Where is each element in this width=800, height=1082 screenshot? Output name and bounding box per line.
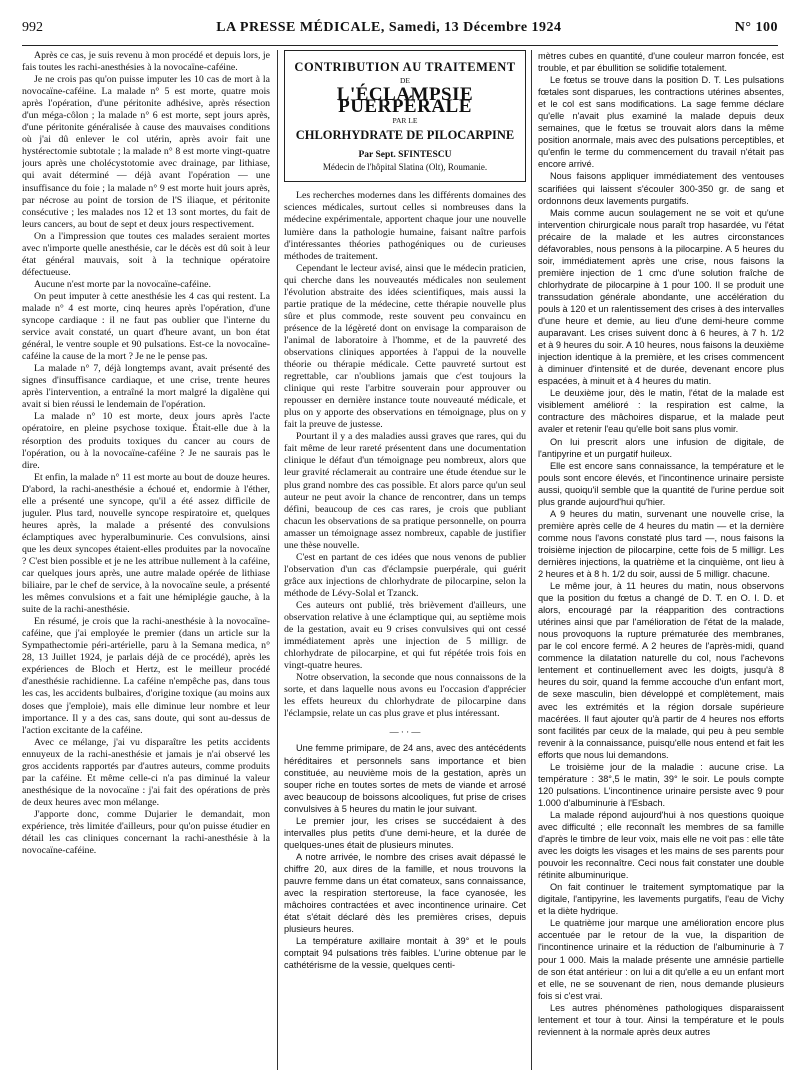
page-number: 992	[22, 20, 43, 35]
section-separator: — · · —	[389, 727, 421, 738]
column-right	[538, 50, 784, 1070]
paragraph: Les recherches modernes dans les différents domaines des sciences médicales, surtout celles si nombreuses dans la médecine expérimentale, apportent chaque jour une nouvelle lumière dans la pathologie humaine, faisant naître parfois d'intéressantes théories pathogéniques ou de curieuses méthodes de traitement.	[284, 190, 526, 262]
paragraph: Pourtant il y a des maladies aussi graves que rares, qui du fait même de leur rareté présentent dans une documentation clinique le défaut d'un témoignage peu nombreux, alors que leur gravité réclamerait au contraire une étude étendue sur le plus grand nombre des cas possible. Et alors parce qu'un seul auteur ne peut avoir la chance de rencontrer, dans un temps défini, beaucoup de ces cas rares, je crois que publiant chacun les observations de sa pratique personnelle, on pourra amasser un témoignage assez nombreux, capable de justifier une thèse nouvelle.	[284, 431, 526, 551]
observation-paragraph: mètres cubes en quantité, d'une couleur marron foncée, est trouble, et par ébullition se solidifie totalement.	[538, 51, 784, 74]
observation-paragraph: La malade répond aujourd'hui à nos questions quoique avec difficulté ; elle reconnaît les membres de sa famille d'après le timbre de leur voix, mais elle ne voit pas : elle tâte avec les doigts les visages et les mains de ses parents pour pouvoir les reconnaître. Ceci nous fait constater une double rétinite albuminurique.	[538, 809, 784, 881]
paragraph: Et enfin, la malade n° 11 est morte au bout de douze heures. D'abord, la rachi-anesthésie a échoué et, endormie à l'éther, elle a présenté une syncope, qu'il a été assez difficile de juguler. Plus tard, nouvelle syncope respiratoire et, quelques heures après, la malade a présenté des convulsions éclamptiques avec hyperalbuminurie. Ces convulsions, ainsi que les deux syncopes étaient-elles produites par la novocaïne ? C'est bien possible et je ne les attribue nullement à la caféine, car quelques jours après, une autre malade opérée de lithiase biliaire, par le chef de service, à la novocaïne seule, a présenté les mêmes convulsions et a fait une hémiplégie gauche, à la suite de la rachi-anesthésie.	[22, 471, 270, 616]
issue-number: N° 100	[734, 20, 778, 35]
observation-paragraph: Elle est encore sans connaissance, la température et le pouls sont encore élevés, et l'incontinence urinaire persiste aussi, quoiqu'il semble que la quantité de l'urine perdue soit plus grande aujourd'hui qu'hier.	[538, 460, 784, 507]
title-line: CONTRIBUTION AU TRAITEMENT	[294, 60, 516, 74]
paragraph: Cependant le lecteur avisé, ainsi que le médecin praticien, qui cherche dans les nouveautés médicales non seulement l'évolution abstraite des idées scientifiques, mais aussi la partie pratique de la médecine, cette thérapie nouvelle plus sûre et plus commode, reste souvent peu convaincu en présence de la légèreté dont on envisage la comparaison de l'animal de laboratoire à l'homme, et de la pauvreté des observations cliniques apportées à l'appui de la nouvelle théorie ou thérapie médicale. Cette pauvreté surtout est regrettable, car n'oublions jamais que c'est toujours la clinique qui reste l'arbitre souverain pour approuver ou repousser en dernière instance toute nouveauté médicale, et plus on y apporte des observations en témoignage, plus on y fait la preuve de justesse.	[284, 262, 526, 431]
observation-paragraph: Le troisième jour de la maladie : aucune crise. La température : 38°,5 le matin, 39° le soir. Le pouls compte 120 pulsations. L'incontinence urinaire persiste avec 9 pour 1.000 d'albuminurie à l'Esbach.	[538, 761, 784, 808]
paragraph: En résumé, je crois que la rachi-anesthésie à la novocaïne-caféine, que j'ai employée le premier (dans un article sur la Sympathectomie péri-artérielle, paru à la Semana medica, n° 28, 13 Juillet 1924, je parlais déjà de ce procédé), après les expériences de Bloch et Hertz, est le meilleur procédé d'anesthésie rachidienne. La caféine n'empêche pas, dans tous les cas, les accidents bulbaires, d'origine toxique (au moins aux doses que j'emploie), mais elle diminue leur nombre et leur importance. Il y a des cas, sans doute, qui sont au-dessus de l'action excitante de la caféine.	[22, 616, 270, 736]
observation-paragraph: Le même jour, à 11 heures du matin, nous observons que la position du fœtus a changé de D. T. en O. I. D. et alors, encouragé par la réapparition des contractions utérines ainsi que par l'amélioration de l'état de la malade, nous provoquons la rupture prématurée des membranes, par le col encore fermé. A 2 heures de l'après-midi, quand commence la dilatation naturelle du col, nous l'achevons lentement et continuellement avec les doigts, jusqu'à 8 heures du soir, quand la femme accouche d'un enfant mort, de sexe masculin, bien développé et complètement, mais avec les extrémités et la région dorsale supérieure macérées. Il faut ajouter qu'à partir de 4 heures nos efforts sont facilités par ceux de la malade, qui peu à peu semble revenir à la connaissance, puisqu'elle nous entend et fait les efforts que nous lui demandons.	[538, 581, 784, 760]
column-left	[22, 50, 270, 1070]
observation-paragraph: Le premier jour, les crises se succédaient à des intervalles plus petits d'une demi-heure, et la durée de quelques-unes était de plusieurs minutes.	[284, 815, 526, 850]
title-connector: DE	[400, 76, 410, 86]
paragraph: C'est en partant de ces idées que nous venons de publier l'observation d'un cas d'éclampsie puerpérale, qui guérit grâce aux injections de chlorhydrate de pilocarpine, selon la méthode de Lévy-Solal et Tzanck.	[284, 551, 526, 599]
column-rule	[277, 50, 278, 1070]
paragraph: La malade n° 10 est morte, deux jours après l'acte opératoire, en pleine psychose toxique. Était-elle due à la résorption des produits toxiques du cancer au cours de l'opération, ou à la novocaïne-caféine ? Je ne saurais pas le dire.	[22, 411, 270, 471]
paragraph: J'apporte donc, comme Dujarier le demandait, mon expérience, très limitée d'ailleurs, pour qu'on puisse étudier en détail les cas cliniques concernant la rachi-anesthésie à la novocaïne-caféine.	[22, 808, 270, 857]
column-rule	[531, 50, 532, 1070]
observation-paragraph: Les autres phénomènes pathologiques disparaissent lentement et tour à tour. Ainsi la température et le pouls reviennent à la normale après deux autres	[538, 1002, 784, 1037]
author-affiliation: Médecin de l'hôpital Slatina (Olt), Roumanie.	[322, 162, 488, 173]
page-header	[22, 20, 778, 46]
observation-paragraph: Le deuxième jour, dès le matin, l'état de la malade est visiblement amélioré : la respiration est calme, la contracture des mâchoires disparue, et la malade peut avaler et retenir l'eau qu'elle boit sans plus vomir.	[538, 388, 784, 435]
title-connector: PAR LE	[392, 116, 418, 126]
observation-paragraph: A 9 heures du matin, survenant une nouvelle crise, la première après celle de 4 heures du matin — et la dernière comme nous l'avons constaté plus tard —, nous faisons la troisième injection de pilocarpine, cette fois de 5 milligr. Les dernières injections, la quatrième et la cinquième, ont lieu à 2 heures et à 8 h. 1/2 du soir, aussi de 5 milligr. chacune.	[538, 508, 784, 580]
observation-paragraph: A notre arrivée, le nombre des crises avait dépassé le chiffre 20, aux dires de la famille, et nous trouvons la pauvre femme dans un état comateux, sans connaissance, avec la respiration stertoreuse, la face cyanosée, les mâchoires contractées et avec incontinence urinaire. Cet état s'était déclaré dès les premières crises, depuis plusieurs heures.	[284, 851, 526, 935]
paragraph: Aucune n'est morte par la novocaïne-caféine.	[34, 278, 211, 290]
article-author: Par Sept. SFINTESCU	[358, 150, 452, 161]
paragraph: On peut imputer à cette anesthésie les 4 cas qui restent. La malade n° 4 est morte, cinq heures après l'opération, d'une syncope cardiaque : il ne faut pas oublier que l'interne du service avait constaté, un quart d'heure avant, un bon état général, le ventre souple et 90 pulsations. Est-ce la novocaïne-caféine la cause de la mort ? Je ne le pense pas.	[22, 290, 270, 363]
paragraph: Ces auteurs ont publié, très brièvement d'ailleurs, une observation relative à une éclamptique qui, au septième mois de la gestation, avait eu 9 crises convulsives qui ont cessé immédiatement après une injection de 5 milligr. de chlorhydrate de pilocarpine, et qui fut répétée trois fois en vingt-quatre heures.	[284, 599, 526, 672]
observation-paragraph: La température axillaire montait à 39° et le pouls comptait 94 pulsations très faibles. L'urine obtenue par le cathétérisme de la vessie, quelques centi-	[284, 936, 526, 971]
paragraph: La malade n° 7, déjà longtemps avant, avait présenté des signes d'insuffisance cardiaque, et une crise, trente heures après l'intervention, a entraîné la mort malgré la digalène qui avait si bien réussi le lendemain de l'opération.	[22, 363, 270, 411]
observation-paragraph: On lui prescrit alors une infusion de digitale, de l'antipyrine et un purgatif huileux.	[538, 436, 784, 459]
title-line: CHLORHYDRATE DE PILOCARPINE	[295, 128, 515, 143]
paragraph: Je ne crois pas qu'on puisse imputer les 10 cas de mort à la novocaïne-caféine. La malade n° 5 est morte, quatre mois après l'opération, d'une péritonite adhésive, après résection d'un méga-côlon ; la malade n° 6 est morte, sept jours après, d'une péritonite généralisée à cause des mauvaises conditions où j'ai dû enlever le col utérin, après avoir fait une hystérectomie subtotale ; la malade n° 8 est morte vingt-quatre jours après une cholécystotomie avec drainage, par lithiase, qui avait déterminé — déjà avant l'opération — une insuffisance du foie ; la malade n° 9 est morte huit jours après, par nécrose au point de torsion de l'S iliaque, et péritonite consécutive ; les malades nos 12 et 13 sont mortes, du fait de leurs cancers, au bout de sept et deux jours respectivement.	[22, 74, 270, 230]
paragraph: Après ce cas, je suis revenu à mon procédé et depuis lors, je fais toutes les rachi-anesthésies à la novocaïne-caféine.	[22, 50, 270, 74]
paragraph: Notre observation, la seconde que nous connaissons de la sorte, et dans laquelle nous avons eu l'occasion d'apprécier les effets heureux du chlorhydrate de pilocarpine dans l'éclampsie, relate un cas plus grave et plus intéressant.	[284, 672, 526, 720]
column-middle	[284, 50, 526, 1070]
observation-paragraph: Le fœtus se trouve dans la position D. T. Les pulsations fœtales sont disparues, les contractions utérines absentes, et le col est sans modifications. La sage femme déclare qu'elle n'avait plus examiné la malade depuis deux semaines, que le fœtus se trouvait alors dans la même position anormale, mais avec des pulsations perceptibles, et qu'enfin le terme du commencement du travail n'était pas encore arrivé.	[538, 75, 784, 170]
observation-paragraph: Le quatrième jour marque une amélioration encore plus accentuée par le retour de la vue, la disparition de l'incontinence urinaire et la réduction de l'albuminurie à 7 pour 1 000. Mais la malade présente une amnésie partielle de son état antérieur : on lui a dit qu'elle a eu un enfant mort et elle, ne se souvenant de rien, nous demande plusieurs fois si c'est vrai.	[538, 918, 784, 1001]
article-title-block	[284, 50, 526, 182]
observation-paragraph: Une femme primipare, de 24 ans, avec des antécédents héréditaires et personnels sans importance et bien constituée, au neuvième mois de la gestation, après un souper riche en toutes sortes de mets de viande et arrosé avec beaucoup de boissons alcooliques, fut prise de crises convulsives à 5 heures du matin le jour suivant.	[284, 743, 526, 814]
observation-paragraph: Nous faisons appliquer immédiatement des ventouses scarifiées qui laissent s'écouler 300-350 gr. de sang et ordonnons deux lavements purgatifs.	[538, 171, 784, 206]
article-title: L'ÉCLAMPSIE PUERPÉRALE	[336, 84, 474, 118]
paragraph: Avec ce mélange, j'ai vu disparaître les petits accidents ennuyeux de la rachi-anesthésie et jamais je n'ai observé les gros accidents rapportés par d'autres auteurs, comme produits par la caféine. Et même celle-ci n'a pas diminué la valeur anesthésique de la novocaïne : j'ai fait des opérations de près de deux heures avec mon mélange.	[22, 736, 270, 808]
observation-paragraph: On fait continuer le traitement symptomatique par la digitale, l'antipyrine, les lavements purgatifs, l'eau de Vichy et la diète hydrique.	[538, 882, 784, 917]
paragraph: On a l'impression que toutes ces malades seraient mortes avec n'importe quelle anesthésie, car le décès est dû soit à leur état général mauvais, soit à la technique opératoire défectueuse.	[22, 230, 270, 278]
journal-title: LA PRESSE MÉDICALE, Samedi, 13 Décembre 1924	[216, 20, 562, 35]
observation-paragraph: Mais comme aucun soulagement ne se voit et qu'une intervention chirurgicale nous paraît trop hasardée, vu l'état précaire de la malade et les autres circonstances défavorables, nous pensons à la pilocarpine. A 5 heures du soir, immédiatement après une crise, nous faisons la première injection de 1 cmc d'une solution fraîche de chlorhydrate de pilocarpine à 1 pour 100. Il se produit une transsudation générale abondante, une accélération du pouls à 120 et un ralentissement des crises à des intervalles d'une heure et demie, au lieu d'une demi-heure comme auparavant. Les crises suivent donc à 6 heures, à 7 h. 1/2 et à 9 heures du soir. A 10 heures, nous faisons la deuxième injection identique à la première, et les crises commencent à diminuer d'intensité et de durée, devenant encore plus espacées, à minuit et à 4 heures du matin.	[538, 207, 784, 387]
